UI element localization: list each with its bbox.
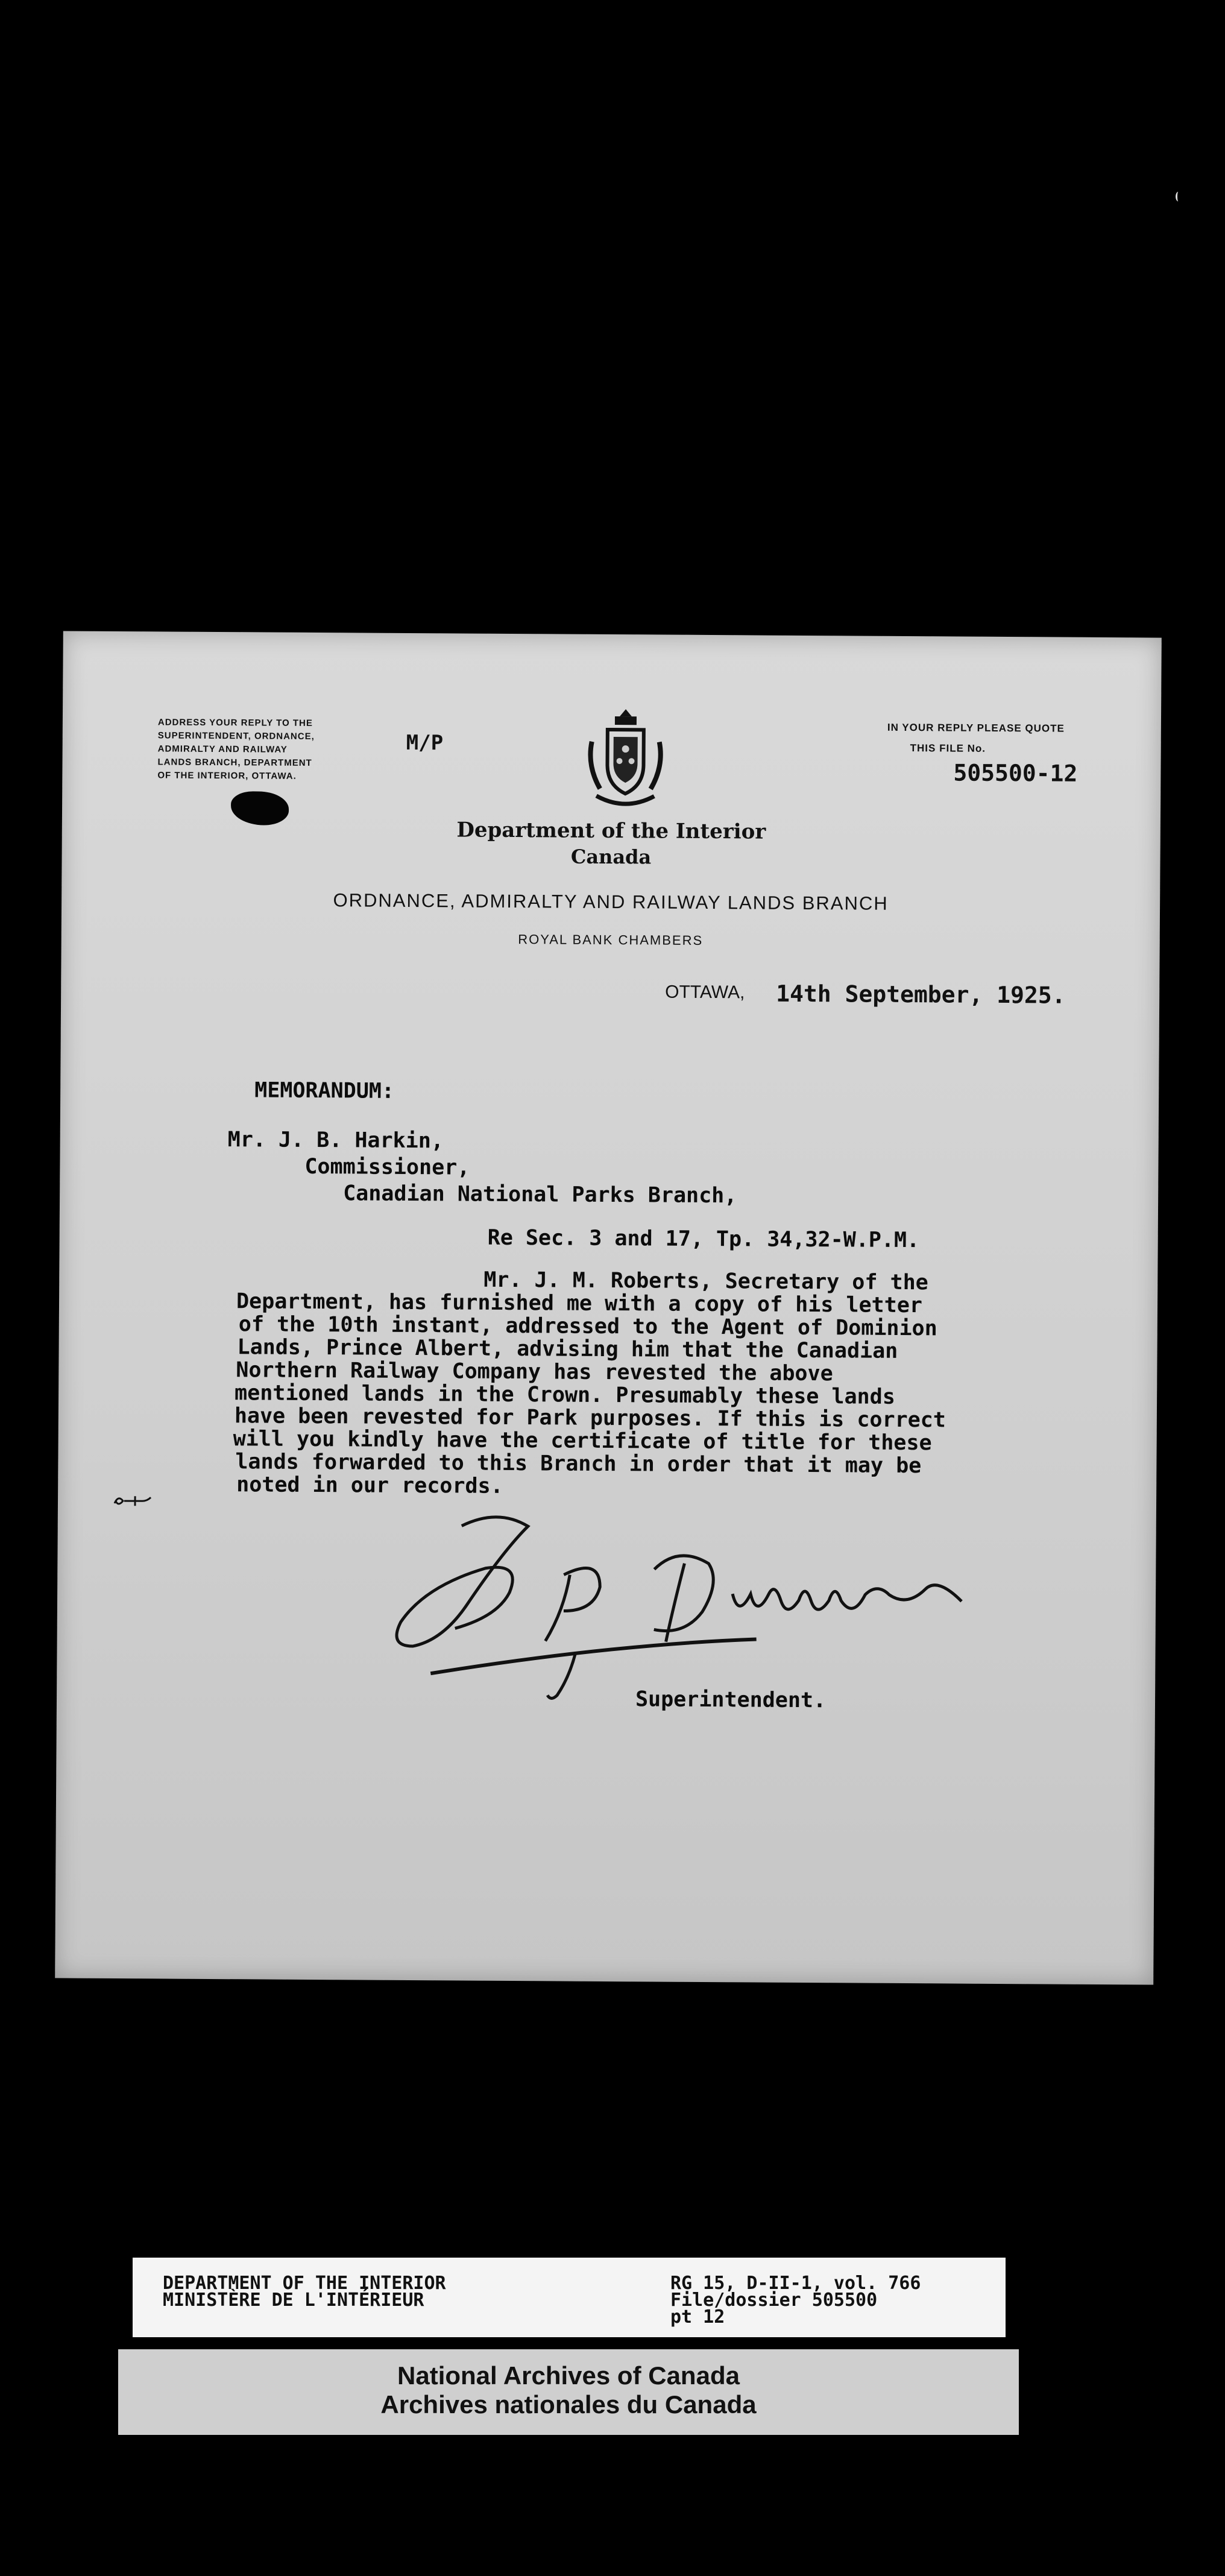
department-english: DEPARTMENT OF THE INTERIOR bbox=[163, 2273, 446, 2294]
memo-heading: MEMORANDUM: bbox=[254, 1078, 395, 1103]
body-line: Northern Railway Company has revested the above bbox=[236, 1358, 833, 1386]
reply-quote-label: IN YOUR REPLY PLEASE QUOTE bbox=[887, 721, 1065, 734]
record-group-reference: RG 15, D-II-1, vol. 766 bbox=[670, 2273, 921, 2294]
body-line: of the 10th instant, addressed to the Agent of Dominion bbox=[238, 1312, 937, 1341]
signer-title: Superintendent. bbox=[635, 1687, 827, 1713]
film-speck bbox=[1176, 192, 1181, 201]
department-name: Department of the Interior bbox=[456, 818, 766, 844]
file-no-label: THIS FILE No. bbox=[910, 742, 986, 754]
body-line: noted in our records. bbox=[236, 1473, 503, 1498]
body-line: lands forwarded to this Branch in order that it may be bbox=[235, 1450, 922, 1479]
archives-name-french: Archives nationales du Canada bbox=[380, 2390, 757, 2419]
recipient-line: Commissioner, bbox=[304, 1154, 470, 1180]
address-line: ADMIRALTY AND RAILWAY bbox=[157, 743, 288, 755]
memo-page bbox=[55, 631, 1162, 1984]
address-line: SUPERINTENDENT, ORDNANCE, bbox=[157, 730, 315, 742]
country-name: Canada bbox=[570, 845, 652, 869]
address-line: LANDS BRANCH, DEPARTMENT bbox=[157, 757, 312, 768]
archives-banner bbox=[118, 2349, 1019, 2435]
margin-initial-mark bbox=[111, 1490, 165, 1515]
department-french: MINISTÈRE DE L'INTÉRIEUR bbox=[163, 2290, 424, 2311]
handwritten-signature bbox=[370, 1501, 1059, 1705]
part-reference: pt 12 bbox=[670, 2306, 725, 2328]
address-line: OF THE INTERIOR, OTTAWA. bbox=[157, 770, 297, 781]
body-line: Mr. J. M. Roberts, Secretary of the bbox=[483, 1267, 928, 1295]
archives-name-english: National Archives of Canada bbox=[397, 2361, 740, 2390]
handwritten-mark: M/P bbox=[406, 730, 444, 756]
recipient-line: Canadian National Parks Branch, bbox=[343, 1181, 737, 1208]
file-reference: File/dossier 505500 bbox=[670, 2290, 878, 2311]
address-line: ADDRESS YOUR REPLY TO THE bbox=[157, 717, 313, 728]
coat-of-arms-icon bbox=[584, 706, 667, 812]
body-line: Department, has furnished me with a copy of his letter bbox=[236, 1289, 923, 1318]
city: OTTAWA, bbox=[665, 982, 745, 1003]
body-line: have been revested for Park purposes. If this is correct bbox=[234, 1404, 946, 1433]
body-line: will you kindly have the certificate of title for these bbox=[233, 1427, 932, 1456]
body-line: Lands, Prince Albert, advising him that the Canadian bbox=[237, 1335, 898, 1363]
body-line: mentioned lands in the Crown. Presumably these lands bbox=[235, 1381, 895, 1409]
subject-line: Re Sec. 3 and 17, Tp. 34,32-W.P.M. bbox=[487, 1225, 920, 1253]
file-number: 505500-12 bbox=[953, 759, 1078, 787]
branch-name: ORDNANCE, ADMIRALTY AND RAILWAY LANDS BRANCH bbox=[333, 889, 889, 914]
recipient-line: Mr. J. B. Harkin, bbox=[227, 1128, 444, 1154]
reply-address-block bbox=[157, 716, 351, 783]
office-location: ROYAL BANK CHAMBERS bbox=[518, 932, 704, 948]
archive-reference-label bbox=[133, 2258, 1006, 2337]
letter-date: 14th September, 1925. bbox=[776, 980, 1066, 1009]
